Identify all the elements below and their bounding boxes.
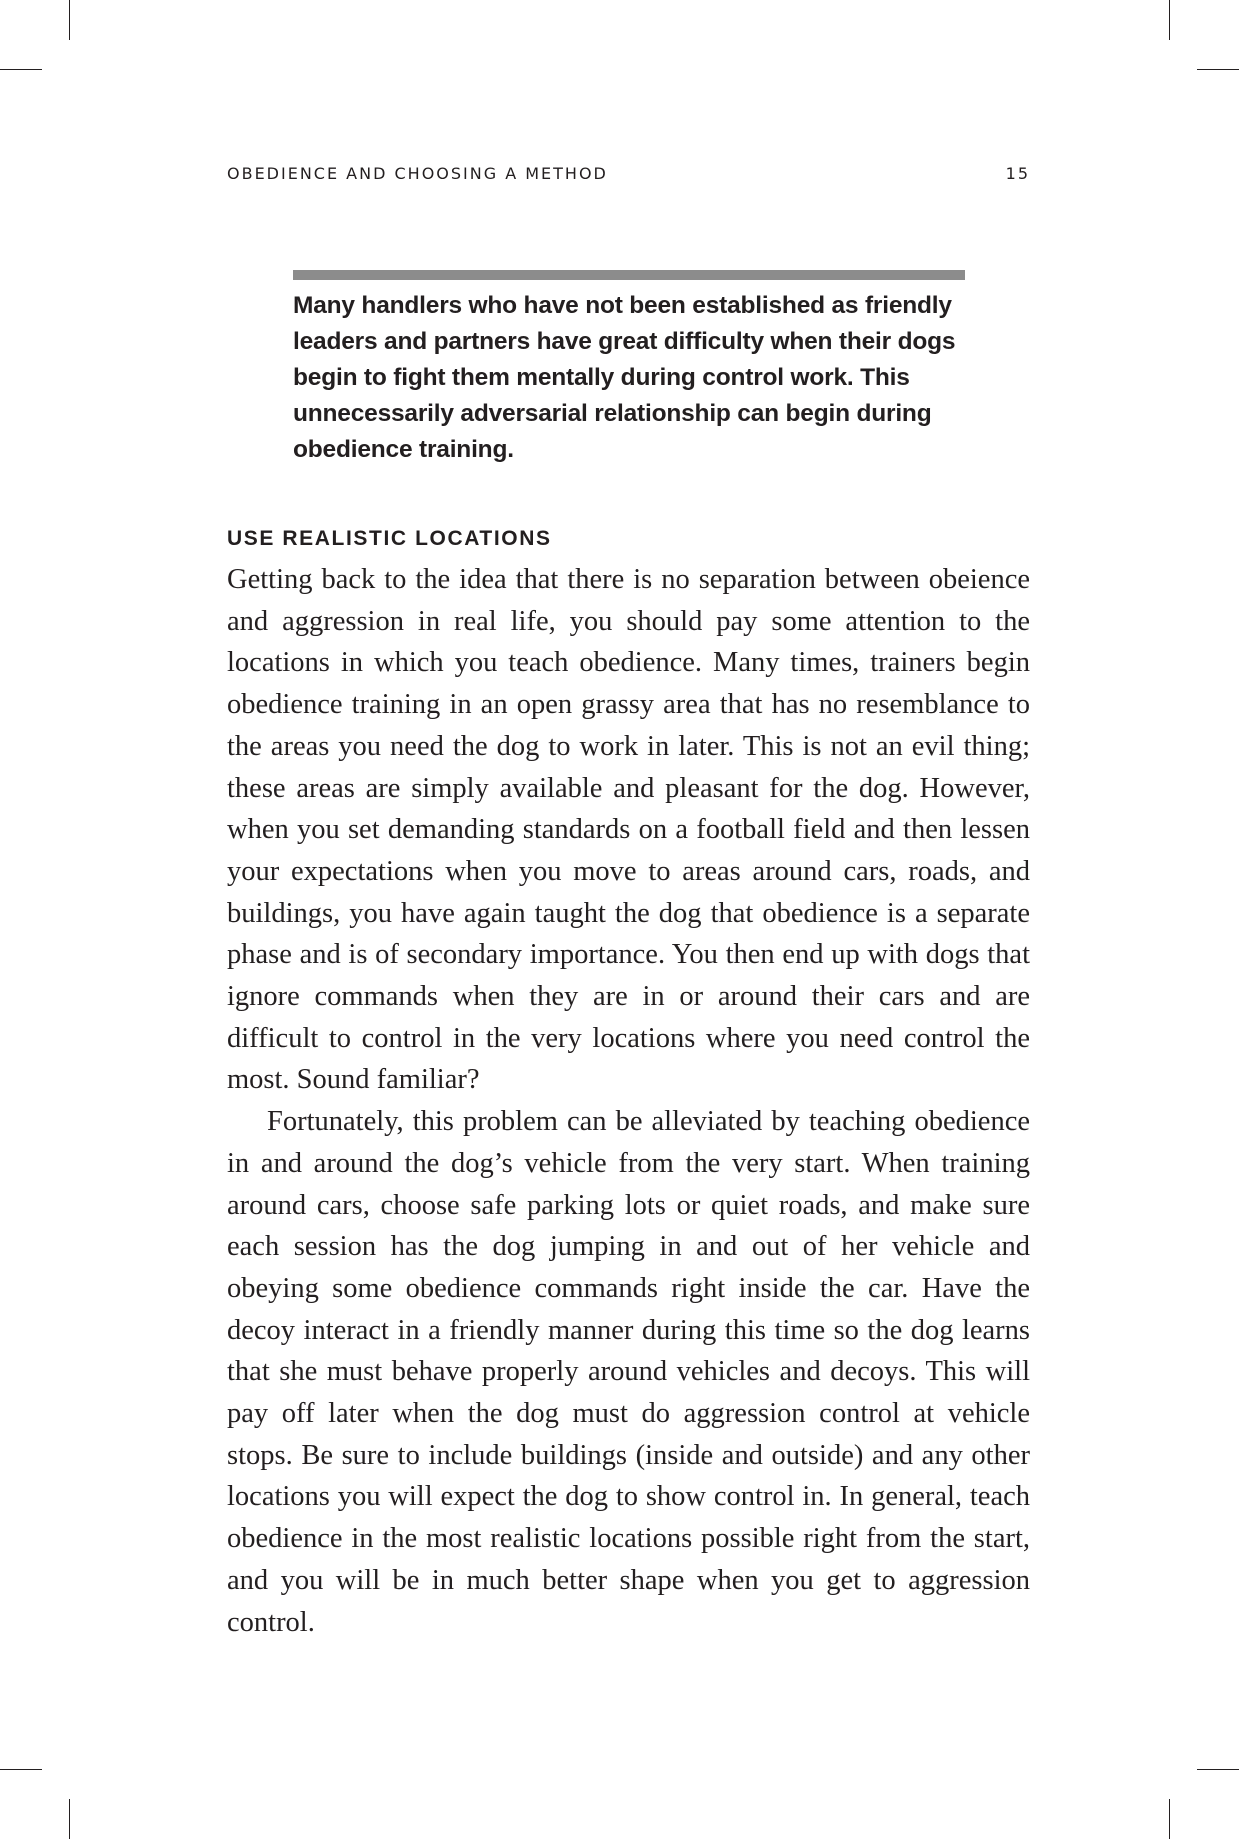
body-text — [227, 559, 1030, 1643]
crop-mark-top-right-horizontal — [1197, 69, 1239, 70]
running-head — [227, 162, 1030, 186]
crop-mark-bottom-left-horizontal — [0, 1769, 42, 1770]
crop-mark-top-left-horizontal — [0, 69, 42, 70]
crop-mark-bottom-left-vertical — [69, 1799, 70, 1839]
crop-mark-bottom-right-vertical — [1169, 1799, 1170, 1839]
pull-quote-text: Many handlers who have not been established as friendly leaders and partners have great difficulty when their dogs begin to fight them mentally during control work. This unnecessarily adversarial relationship can begin during obedience training. — [293, 292, 956, 463]
body-paragraph-2: Fortunately, this problem can be alleviated by teaching obedience in and around the dog’s vehicle from the very start. When training around cars, choose safe parking lots or quiet roads, and make sure each session has the dog jumping in and out of her vehicle and obeying some obedience commands right inside the car. Have the decoy interact in a friendly manner during this time so the dog learns that she must behave properly around vehicles and decoys. This will pay off later when the dog must do aggression control at vehicle stops. Be sure to include buildings (inside and outside) and any other locations you will expect the dog to show control in. In general, teach obedience in the most realistic locations possible right from the start, and you will be in much better shape when you get to aggression control. — [227, 1106, 1030, 1638]
pull-quote — [293, 270, 965, 468]
body-paragraph-1: Getting back to the idea that there is no separation between obeience and aggression in real life, you should pay some attention to the locations in which you teach obedience. Many times, trainers begin obedience training in an open grassy area that has no resemblance to the areas you need the dog to work in later. This is not an evil thing; these areas are simply available and pleasant for the dog. However, when you set demanding standards on a football field and then lessen your expectations when you move to areas around cars, roads, and buildings, you have again taught the dog that obedience is a separate phase and is of secondary importance. You then end up with dogs that ignore commands when they are in or around their cars and are difficult to control in the very locations where you need control the most. Sound familiar? — [227, 564, 1030, 1096]
pull-quote-rule — [293, 270, 965, 280]
crop-mark-bottom-right-horizontal — [1197, 1769, 1239, 1770]
crop-mark-top-left-vertical — [69, 0, 70, 40]
running-head-title: OBEDIENCE AND CHOOSING A METHOD — [227, 164, 608, 183]
crop-mark-top-right-vertical — [1169, 0, 1170, 40]
page-number: 15 — [1005, 164, 1030, 183]
section-heading: USE REALISTIC LOCATIONS — [227, 527, 552, 550]
